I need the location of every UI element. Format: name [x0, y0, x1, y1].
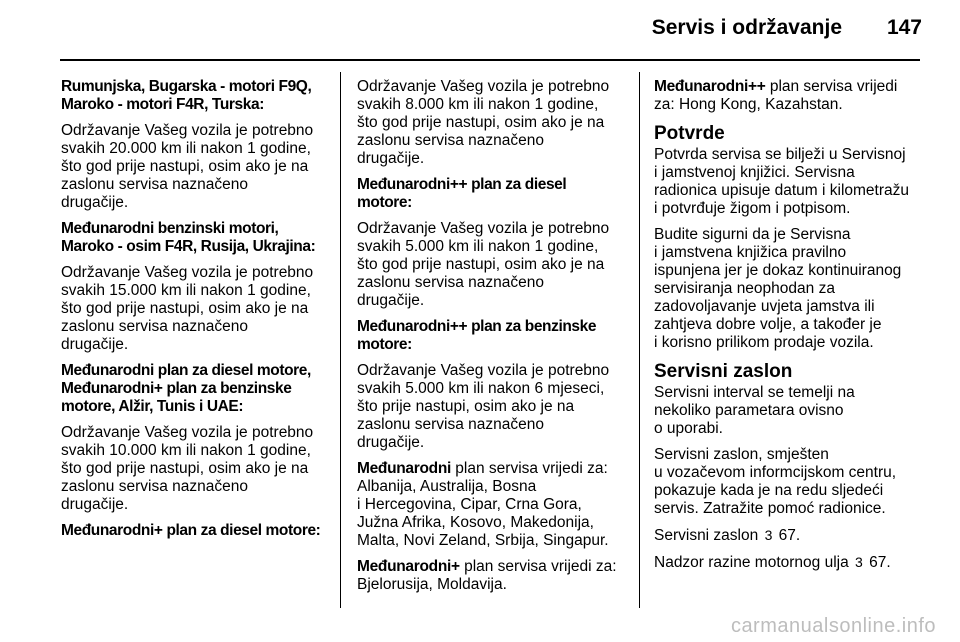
- column-divider-1: [340, 72, 341, 608]
- plan-name-international-plus: Međunarodni+: [357, 558, 460, 575]
- cross-reference-service-display[interactable]: Servisni zaslon 3 67.: [654, 527, 801, 544]
- paragraph-5000km-6months: Održavanje Vašeg vozila je potrebno svakih 5.000 km ili nakon 6 mjeseci, što prije nastupi, osim ako je na zaslonu servisa naznačeno drugačije.: [357, 362, 610, 451]
- paragraph-service-display: Servisni zaslon, smješten u vozačevom informcijskom centru, pokazuje kada je na redu sljedeći servis. Zatražite pomoć radionice.: [654, 446, 897, 517]
- cross-reference-oil-level[interactable]: Nadzor razine motornog ulja 3 67.: [654, 554, 891, 571]
- countries-international-plus: plan servisa vrijedi za: Bjelorusija, Moldavija.: [357, 558, 617, 593]
- section-heading-servisni-zaslon: Servisni zaslon: [654, 361, 793, 382]
- page-reference-icon: 3: [855, 554, 863, 570]
- paragraph-20000km: Održavanje Vašeg vozila je potrebno svakih 20.000 km ili nakon 1 godine, što god prije nastupi, osim ako je na zaslonu servisa naznačeno drugačije.: [61, 122, 314, 211]
- page-title: Servis i održavanje: [651, 16, 842, 39]
- paragraph-warranty-booklet: Budite sigurni da je Servisna i jamstvena knjižica pravilno ispunjena jer je dokaz kontinuiranog servisiranja neophodan za zadovoljavanje uvjeta jamstva ili zahtjeva dobre volje, a također je i korisno prilikom prodaje vozila.: [654, 226, 902, 351]
- heading-international-petrol: Međunarodni benzinski motori, Maroko - osim F4R, Rusija, Ukrajina:: [61, 220, 316, 255]
- paragraph-service-record: Potvrda servisa se bilježi u Servisnoj i jamstvenoj knjižici. Servisna radionica upisuje datum i kilometražu i potvrđuje žigom i potpisom.: [654, 146, 910, 217]
- heading-international-plusplus-diesel: Međunarodni++ plan za diesel motore:: [357, 176, 567, 211]
- paragraph-8000km: Održavanje Vašeg vozila je potrebno svakih 8.000 km ili nakon 1 godine, što god prije nastupi, osim ako je na zaslonu servisa naznačeno drugačije.: [357, 78, 610, 167]
- heading-international-plus-diesel: Međunarodni+ plan za diesel motore:: [61, 522, 321, 539]
- plan-name-international-plusplus: Međunarodni++: [654, 78, 766, 95]
- header-rule: [60, 59, 920, 61]
- page-number: 147: [886, 16, 922, 39]
- page-reference-icon: 3: [764, 527, 773, 543]
- column-3: [654, 78, 924, 580]
- page-header: [0, 0, 960, 60]
- paragraph-10000km: Održavanje Vašeg vozila je potrebno svakih 10.000 km ili nakon 1 godine, što god prije nastupi, osim ako je na zaslonu servisa naznačeno drugačije.: [61, 424, 314, 513]
- watermark: carmanualsonline.info: [730, 615, 936, 637]
- paragraph-5000km-1year: Održavanje Vašeg vozila je potrebno svakih 5.000 km ili nakon 1 godine, što god prije nastupi, osim ako je na zaslonu servisa naznačeno drugačije.: [357, 220, 610, 309]
- paragraph-international-countries: [357, 460, 627, 550]
- heading-romania-bulgaria: Rumunjska, Bugarska - motori F9Q, Maroko - motori F4R, Turska:: [61, 78, 312, 113]
- countries-international: plan servisa vrijedi za: Albanija, Australija, Bosna i Hercegovina, Cipar, Crna Gora, Južna Afrika, Kosovo, Makedonija, Malta, Novi Zeland, Srbija, Singapur.: [357, 460, 609, 549]
- column-divider-2: [639, 72, 640, 608]
- column-1: [61, 78, 331, 548]
- countries-international-plusplus: plan servisa vrijedi za: Hong Kong, Kazahstan.: [654, 78, 898, 113]
- plan-name-international: Međunarodni: [357, 460, 451, 477]
- heading-international-diesel: Međunarodni plan za diesel motore, Međunarodni+ plan za benzinske motore, Alžir, Tunis i UAE:: [61, 362, 311, 415]
- heading-international-plusplus-petrol: Međunarodni++ plan za benzinske motore:: [357, 318, 597, 353]
- paragraph-international-plus-countries: [357, 558, 627, 594]
- column-2: [357, 78, 627, 602]
- paragraph-service-interval: Servisni interval se temelji na nekoliko parametara ovisno o uporabi.: [654, 384, 855, 437]
- section-heading-potvrde: Potvrde: [654, 123, 725, 144]
- paragraph-15000km: Održavanje Vašeg vozila je potrebno svakih 15.000 km ili nakon 1 godine, što god prije nastupi, osim ako je na zaslonu servisa naznačeno drugačije.: [61, 264, 314, 353]
- paragraph-international-plusplus-countries: [654, 78, 924, 114]
